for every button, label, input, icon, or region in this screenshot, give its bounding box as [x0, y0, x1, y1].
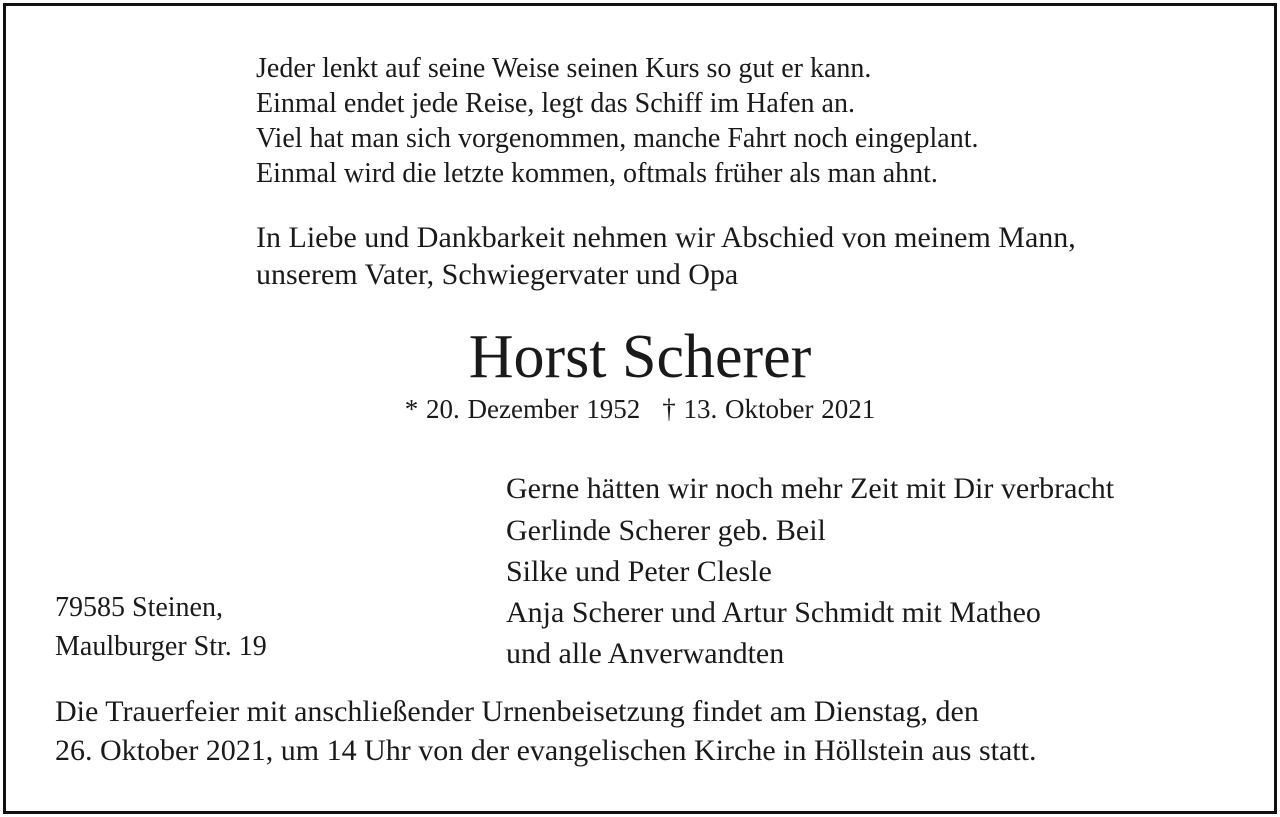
address-line: 79585 Steinen,: [55, 592, 223, 623]
deceased-name: Horst Scherer: [468, 323, 812, 391]
birth-date: * 20. Dezember 1952: [404, 394, 641, 424]
mourners-line: Gerne hätten wir noch mehr Zeit mit Dir verbracht: [506, 472, 1115, 505]
address-line: Maulburger Str. 19: [55, 631, 267, 662]
poem-line: Einmal endet jede Reise, legt das Schiff im Hafen an.: [256, 88, 855, 119]
poem-line: Jeder lenkt auf seine Weise seinen Kurs so gut er kann.: [256, 53, 872, 84]
poem-line: Viel hat man sich vorgenommen, manche Fahrt noch eingeplant.: [256, 123, 979, 154]
death-date: † 13. Oktober 2021: [662, 394, 876, 424]
mourner-name: Anja Scherer und Artur Schmidt mit Matheo: [506, 596, 1041, 629]
mourner-name: Silke und Peter Clesle: [506, 555, 772, 588]
poem-line: Einmal wird die letzte kommen, oftmals früher als man ahnt.: [256, 158, 938, 189]
intro-line: unserem Vater, Schwiegervater und Opa: [256, 258, 739, 291]
mourner-name: Gerlinde Scherer geb. Beil: [506, 514, 826, 547]
intro-line: In Liebe und Dankbarkeit nehmen wir Abschied von meinem Mann,: [256, 221, 1076, 254]
service-line: Die Trauerfeier mit anschließender Urnenbeisetzung findet am Dienstag, den: [55, 695, 979, 728]
life-dates: [0, 396, 1280, 423]
service-line: 26. Oktober 2021, um 14 Uhr von der evangelischen Kirche in Höllstein aus statt.: [55, 734, 1037, 767]
mourner-name: und alle Anverwandten: [506, 637, 785, 670]
